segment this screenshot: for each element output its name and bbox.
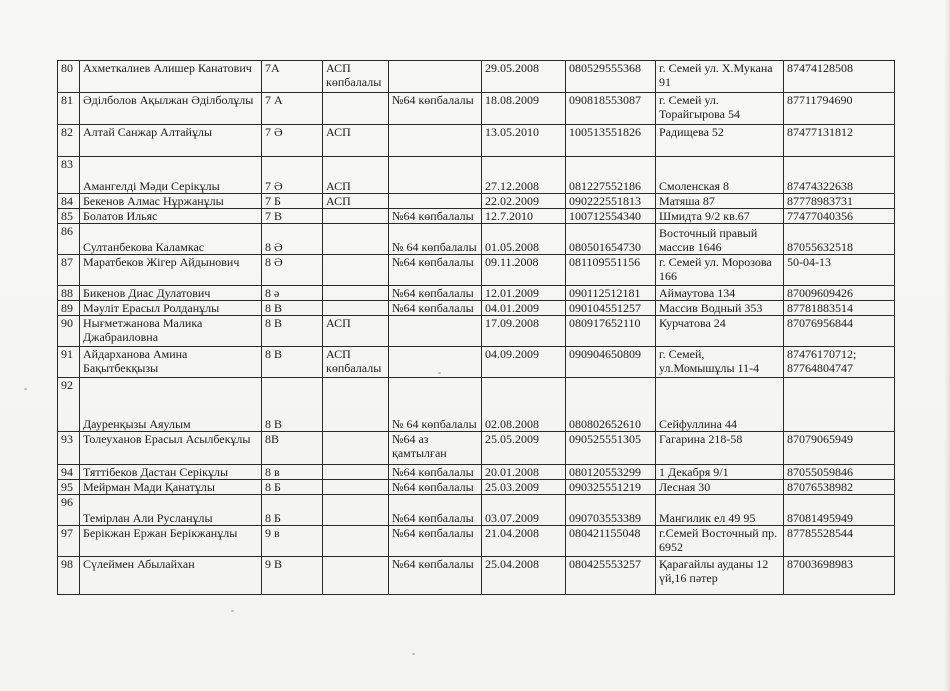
cell-address: Лесная 30 <box>656 480 784 495</box>
cell-phone <box>784 378 895 432</box>
cell-iin: 081227552186 <box>566 157 656 194</box>
cell-name: Тяттібеков Дастан Серікұлы <box>80 465 262 480</box>
cell-num: 91 <box>58 347 80 378</box>
table-row <box>58 93 895 125</box>
cell-date: 03.07.2009 <box>482 495 566 526</box>
scan-speck <box>231 610 234 612</box>
cell-name: Бекенов Алмас Нұржанұлы <box>80 194 262 209</box>
cell-class: 8 ә <box>262 286 323 301</box>
cell-num: 82 <box>58 125 80 157</box>
cell-c1: АСП <box>323 194 389 209</box>
cell-class: 7 А <box>262 93 323 125</box>
cell-name: Алтай Санжар Алтайұлы <box>80 125 262 157</box>
table-row <box>58 432 895 465</box>
cell-phone: 87076538982 <box>784 480 895 495</box>
cell-iin: 090525551305 <box>566 432 656 465</box>
cell-address: Шмидта 9/2 кв.67 <box>656 209 784 224</box>
cell-address: Восточный правый массив 1646 <box>656 224 784 255</box>
cell-c1 <box>323 526 389 557</box>
cell-c2: №64 көпбалалы <box>389 301 482 316</box>
cell-phone: 87055059846 <box>784 465 895 480</box>
cell-iin: 100712554340 <box>566 209 656 224</box>
cell-address: Смоленская 8 <box>656 157 784 194</box>
cell-address: Аймаутова 134 <box>656 286 784 301</box>
cell-date: 12.7.2010 <box>482 209 566 224</box>
cell-class: 8 Ә <box>262 224 323 255</box>
cell-name: Болатов Ильяс <box>80 209 262 224</box>
cell-c2: №64 көпбалалы <box>389 93 482 125</box>
cell-c2: №64 көпбалалы <box>389 526 482 557</box>
cell-c2 <box>389 347 482 378</box>
cell-phone: 87081495949 <box>784 495 895 526</box>
cell-date: 21.04.2008 <box>482 526 566 557</box>
cell-date: 18.08.2009 <box>482 93 566 125</box>
cell-num: 80 <box>58 61 80 93</box>
cell-c1 <box>323 301 389 316</box>
cell-class: 7 Ә <box>262 125 323 157</box>
cell-iin: 080425553257 <box>566 557 656 595</box>
cell-num: 86 <box>58 224 80 255</box>
table-row <box>58 209 895 224</box>
cell-c1 <box>323 224 389 255</box>
cell-class: 8 в <box>262 465 323 480</box>
table-row <box>58 224 895 255</box>
cell-name: Султанбекова Каламкас <box>80 224 262 255</box>
cell-c2 <box>389 125 482 157</box>
cell-c2: №64 аз қамтылған <box>389 432 482 465</box>
cell-phone: 50-04-13 <box>784 255 895 286</box>
cell-iin: 090222551813 <box>566 194 656 209</box>
cell-c2: № 64 көпбалалы <box>389 378 482 432</box>
cell-date: 04.01.2009 <box>482 301 566 316</box>
cell-class: 8 В <box>262 316 323 347</box>
table-row <box>58 194 895 209</box>
cell-date: 25.03.2009 <box>482 480 566 495</box>
student-table <box>57 60 895 595</box>
cell-name: Мәулiт Ерасыл Ролданұлы <box>80 301 262 316</box>
cell-num: 83 <box>58 157 80 194</box>
cell-address: Курчатова 24 <box>656 316 784 347</box>
cell-class: 9 в <box>262 526 323 557</box>
cell-class: 8 В <box>262 378 323 432</box>
cell-date: 20.01.2008 <box>482 465 566 480</box>
cell-num: 90 <box>58 316 80 347</box>
cell-phone: 87009609426 <box>784 286 895 301</box>
cell-phone: 87781883514 <box>784 301 895 316</box>
table-body <box>58 61 895 595</box>
cell-class: 8 Б <box>262 495 323 526</box>
cell-date: 01.05.2008 <box>482 224 566 255</box>
cell-phone: 87711794690 <box>784 93 895 125</box>
cell-iin: 080501654730 <box>566 224 656 255</box>
cell-date: 04.09.2009 <box>482 347 566 378</box>
table-row <box>58 255 895 286</box>
cell-c1: АСП <box>323 125 389 157</box>
cell-date: 12.01.2009 <box>482 286 566 301</box>
cell-name: Дауренқызы Аяулым <box>80 378 262 432</box>
cell-class: 7 Б <box>262 194 323 209</box>
cell-c1: АСП көпбалалы <box>323 61 389 93</box>
cell-name: Бикенов Диас Дулатович <box>80 286 262 301</box>
cell-iin: 100513551826 <box>566 125 656 157</box>
cell-address: Сейфуллина 44 <box>656 378 784 432</box>
cell-num: 92 <box>58 378 80 432</box>
cell-class: 8 В <box>262 347 323 378</box>
cell-num: 97 <box>58 526 80 557</box>
cell-iin: 090112512181 <box>566 286 656 301</box>
cell-c1 <box>323 378 389 432</box>
cell-phone: 87476170712; 87764804747 <box>784 347 895 378</box>
cell-name: Толеуханов Ерасыл Асылбекұлы <box>80 432 262 465</box>
cell-c1: АСП көпбалалы <box>323 347 389 378</box>
cell-c2 <box>389 194 482 209</box>
table-row <box>58 557 895 595</box>
cell-c1 <box>323 286 389 301</box>
cell-address: Массив Водный 353 <box>656 301 784 316</box>
scan-speck <box>438 372 441 374</box>
cell-class: 8В <box>262 432 323 465</box>
cell-c1 <box>323 255 389 286</box>
cell-iin: 081109551156 <box>566 255 656 286</box>
cell-num: 81 <box>58 93 80 125</box>
cell-address: Матяша 87 <box>656 194 784 209</box>
cell-date: 25.05.2009 <box>482 432 566 465</box>
cell-iin: 090818553087 <box>566 93 656 125</box>
scan-speck <box>412 653 415 655</box>
cell-c1 <box>323 209 389 224</box>
cell-iin: 080421155048 <box>566 526 656 557</box>
cell-iin: 090104551257 <box>566 301 656 316</box>
cell-num: 93 <box>58 432 80 465</box>
cell-address: Қарағайлы ауданы 12 үй,16 пәтер <box>656 557 784 595</box>
cell-num: 94 <box>58 465 80 480</box>
cell-address: г. Семей ул. Х.Мукана 91 <box>656 61 784 93</box>
cell-name: Ахметкалиев Алишер Канатович <box>80 61 262 93</box>
table-row <box>58 465 895 480</box>
cell-name: Маратбеков Жігер Айдынович <box>80 255 262 286</box>
cell-c1 <box>323 93 389 125</box>
cell-class: 8 Ә <box>262 255 323 286</box>
cell-iin: 080802652610 <box>566 378 656 432</box>
cell-iin: 080917652110 <box>566 316 656 347</box>
cell-phone: 87477131812 <box>784 125 895 157</box>
cell-iin: 090703553389 <box>566 495 656 526</box>
cell-phone: 87785528544 <box>784 526 895 557</box>
cell-name: Мейрман Мади Қанатұлы <box>80 480 262 495</box>
table-row <box>58 495 895 526</box>
cell-phone: 87474322638 <box>784 157 895 194</box>
cell-num: 89 <box>58 301 80 316</box>
cell-c2: №64 көпбалалы <box>389 557 482 595</box>
cell-name: Темірлан Али Русланұлы <box>80 495 262 526</box>
table-row <box>58 301 895 316</box>
cell-c2 <box>389 316 482 347</box>
table-row <box>58 347 895 378</box>
cell-address: Радищева 52 <box>656 125 784 157</box>
cell-iin: 080120553299 <box>566 465 656 480</box>
cell-phone: 87079065949 <box>784 432 895 465</box>
cell-phone: 87003698983 <box>784 557 895 595</box>
cell-phone: 87055632518 <box>784 224 895 255</box>
cell-num: 95 <box>58 480 80 495</box>
cell-date: 25.04.2008 <box>482 557 566 595</box>
cell-class: 8 В <box>262 301 323 316</box>
cell-num: 87 <box>58 255 80 286</box>
cell-phone: 87778983731 <box>784 194 895 209</box>
cell-date: 09.11.2008 <box>482 255 566 286</box>
cell-iin: 090325551219 <box>566 480 656 495</box>
cell-iin: 080529555368 <box>566 61 656 93</box>
cell-name: Нығметжанова Малика Джабраиловна <box>80 316 262 347</box>
table-row <box>58 61 895 93</box>
cell-c2: № 64 көпбалалы <box>389 224 482 255</box>
cell-c2: №64 көпбалалы <box>389 480 482 495</box>
cell-date: 02.08.2008 <box>482 378 566 432</box>
cell-date: 29.05.2008 <box>482 61 566 93</box>
cell-class: 7 Ә <box>262 157 323 194</box>
table-row <box>58 316 895 347</box>
cell-date: 13.05.2010 <box>482 125 566 157</box>
cell-name: Берікжан Ержан Берікжанұлы <box>80 526 262 557</box>
cell-c1 <box>323 465 389 480</box>
table-row <box>58 125 895 157</box>
cell-address: г. Семей, ул.Момышұлы 11-4 <box>656 347 784 378</box>
cell-name: Сүлеймен Абылайхан <box>80 557 262 595</box>
cell-c2 <box>389 61 482 93</box>
cell-class: 9 В <box>262 557 323 595</box>
cell-phone: 87076956844 <box>784 316 895 347</box>
cell-num: 96 <box>58 495 80 526</box>
cell-c2: №64 көпбалалы <box>389 495 482 526</box>
table-row <box>58 378 895 432</box>
cell-iin: 090904650809 <box>566 347 656 378</box>
cell-c1 <box>323 557 389 595</box>
cell-c1: АСП <box>323 157 389 194</box>
cell-c2: №64 көпбалалы <box>389 465 482 480</box>
cell-address: г.Семей Восточный пр. 6952 <box>656 526 784 557</box>
cell-date: 27.12.2008 <box>482 157 566 194</box>
cell-num: 88 <box>58 286 80 301</box>
cell-num: 85 <box>58 209 80 224</box>
cell-address: Мангилик ел 49 95 <box>656 495 784 526</box>
cell-address: г. Семей ул. Морозова 166 <box>656 255 784 286</box>
cell-name: Айдарханова Амина Бақытбекқызы <box>80 347 262 378</box>
table-row <box>58 526 895 557</box>
cell-phone: 87474128508 <box>784 61 895 93</box>
cell-c1 <box>323 480 389 495</box>
cell-class: 8 Б <box>262 480 323 495</box>
cell-name: Әділболов Ақылжан Әділболұлы <box>80 93 262 125</box>
cell-c1: АСП <box>323 316 389 347</box>
cell-c2: №64 көпбалалы <box>389 209 482 224</box>
cell-class: 7А <box>262 61 323 93</box>
cell-class: 7 В <box>262 209 323 224</box>
table-row <box>58 157 895 194</box>
cell-date: 17.09.2008 <box>482 316 566 347</box>
cell-c1 <box>323 432 389 465</box>
page-edge-shadow <box>944 0 950 691</box>
cell-address: г. Семей ул. Торайгырова 54 <box>656 93 784 125</box>
scan-speck <box>24 388 27 390</box>
cell-name: Амангелді Мәди Серікұлы <box>80 157 262 194</box>
cell-c2 <box>389 157 482 194</box>
cell-c2: №64 көпбалалы <box>389 255 482 286</box>
cell-num: 98 <box>58 557 80 595</box>
cell-c2: №64 көпбалалы <box>389 286 482 301</box>
cell-address: Гагарина 218-58 <box>656 432 784 465</box>
table-row <box>58 480 895 495</box>
cell-num: 84 <box>58 194 80 209</box>
cell-phone: 77477040356 <box>784 209 895 224</box>
cell-date: 22.02.2009 <box>482 194 566 209</box>
cell-c1 <box>323 495 389 526</box>
cell-address: 1 Декабря 9/1 <box>656 465 784 480</box>
table-row <box>58 286 895 301</box>
